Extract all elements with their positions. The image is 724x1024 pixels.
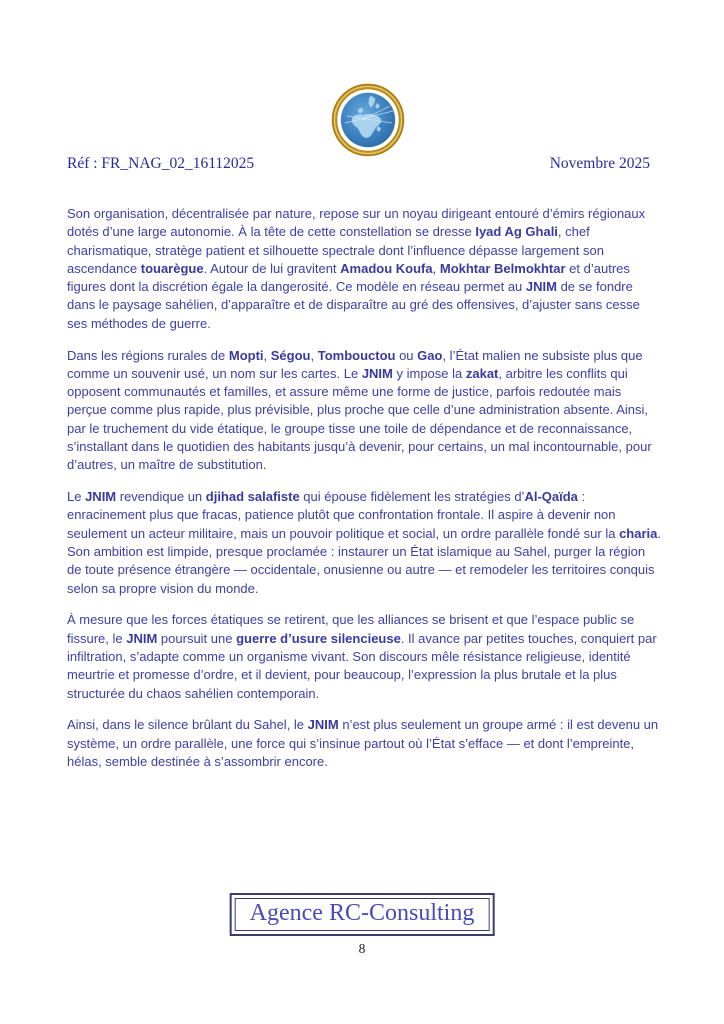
document-body (67, 205, 663, 785)
document-date: Novembre 2025 (549, 155, 650, 172)
paragraph: Son organisation, décentralisée par nature, repose sur un noyau dirigeant entouré d’émirs régionaux dotés d’une large autonomie. À la tête de cette constellation se dresse Iyad Ag Ghali, chef charismatique, stratège patient et silhouette spectrale dont l’influence dépasse largement son ascendance touarègue. Autour de lui gravitent Amadou Koufa, Mokhtar Belmokhtar et d’autres figures dont la discrétion égale la dangerosité. Ce modèle en réseau permet au JNIM de se fondre dans le paysage sahélien, d’apparaître et de disparaître au gré des offensives, d’ajuster sans cesse ses méthodes de guerre. (67, 206, 646, 331)
agency-logo (331, 83, 405, 157)
page-number: 8 (358, 941, 366, 956)
document-header (67, 155, 650, 173)
paragraph: Le JNIM revendique un djihad salafiste qui épouse fidèlement les stratégies d’Al-Qaïda : enracinement plus que fracas, patience plutôt que confrontation frontale. Il aspire à devenir non seulement un acteur militaire, mais un pouvoir politique et social, un ordre parallèle fondé sur la charia. Son ambition est limpide, presque proclamée : instaurer un État islamique au Sahel, purger la région de toute présence étrangère — occidentale, onusienne ou autre — et remodeler les territoires conquis selon sa propre vision du monde. (67, 489, 662, 596)
agency-name: Agence RC-Consulting (235, 898, 490, 931)
paragraph: À mesure que les forces étatiques se retirent, que les alliances se brisent et que l’espace public se fissure, le JNIM poursuit une guerre d’usure silencieuse. Il avance par petites touches, conquiert par infiltration, s’adapte comme un organisme vivant. Son discours mêle résistance religieuse, identité meurtrie et promesse d’ordre, et il devient, pour beaucoup, l’expression la plus brutale et la plus structurée du chaos sahélien contemporain. (67, 612, 657, 701)
paragraph: Dans les régions rurales de Mopti, Ségou, Tombouctou ou Gao, l’État malien ne subsiste plus que comme un souvenir usé, un nom sur les cartes. Le JNIM y impose la zakat, arbitre les conflits qui opposent communautés et familles, et assure même une forme de justice, parfois redoutée mais perçue comme plus rapide, plus prévisible, plus proche que celle d’une administration absente. Ainsi, par le truchement du vide étatique, le groupe tisse une toile de dépendance et de reconnaissance, s’installant dans le quotidien des habitants jusqu’à devenir, pour certains, un mal incontournable, pour d’autres, un maître de substitution. (67, 347, 652, 473)
globe-europe-icon (331, 83, 405, 157)
document-reference: Réf : FR_NAG_02_16112025 (67, 155, 255, 172)
paragraph: Ainsi, dans le silence brûlant du Sahel, le JNIM n’est plus seulement un groupe armé : il est devenu un système, un ordre parallèle, une force qui s’insinue partout où l’État s’efface — et dont l’empreinte, hélas, semble destinée à s’assombrir encore. (67, 717, 659, 770)
agency-name-box (230, 893, 495, 936)
